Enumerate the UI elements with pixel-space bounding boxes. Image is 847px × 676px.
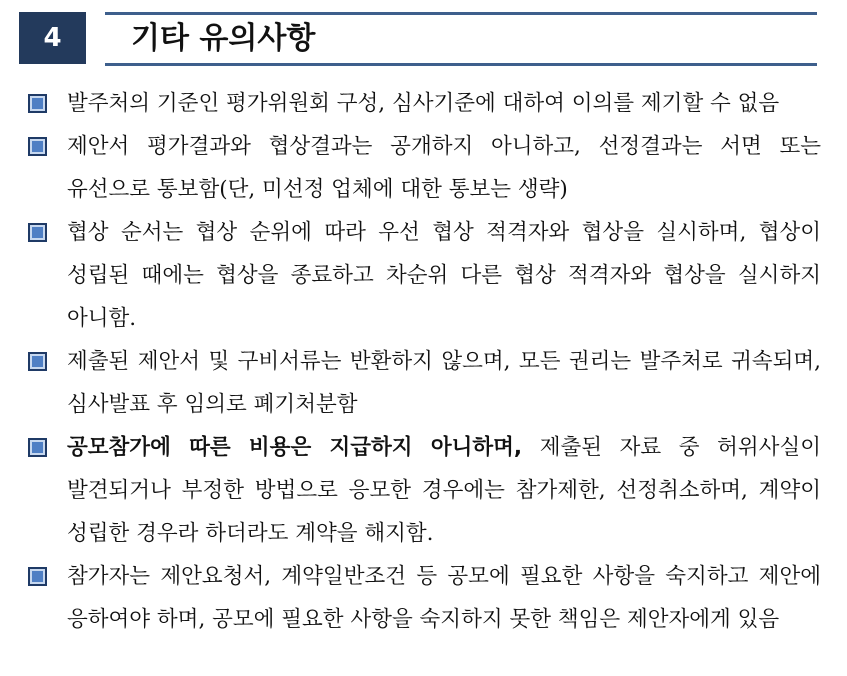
list-item-text — [67, 555, 821, 641]
square-bullet-icon — [28, 94, 47, 113]
square-bullet-icon — [28, 352, 47, 371]
section-number: 4 — [43, 23, 62, 53]
list-item — [0, 426, 821, 555]
list-item-body-text: 제출된 자료 중 허위사실이 발견되거나 부정한 방법으로 응모한 경우에는 참가제한, 선정취소하며, 계약이 성립한 경우라 하더라도 계약을 해지함. — [67, 435, 821, 546]
list-item — [0, 82, 821, 125]
list-item-text — [67, 340, 821, 426]
square-bullet-icon — [28, 137, 47, 156]
square-bullet-icon — [28, 438, 47, 457]
list-item-body-text: 협상 순서는 협상 순위에 따라 우선 협상 적격자와 협상을 실시하며, 협상이 성립된 때에는 협상을 종료하고 차순위 다른 협상 적격자와 협상을 실시하지 아니함. — [67, 220, 821, 331]
list-item-bold-text: 공모참가에 따른 비용은 지급하지 아니하며, — [67, 435, 523, 460]
notice-list — [0, 82, 847, 641]
list-item-text — [67, 82, 821, 125]
list-item-text — [67, 125, 821, 211]
list-item-text — [67, 426, 821, 555]
list-item-body-text: 제안서 평가결과와 협상결과는 공개하지 아니하고, 선정결과는 서면 또는 유선으로 통보함(단, 미선정 업체에 대한 통보는 생략) — [67, 134, 821, 202]
list-item — [0, 340, 821, 426]
list-item — [0, 211, 821, 340]
list-item — [0, 555, 821, 641]
title-rule-bottom — [105, 63, 817, 66]
square-bullet-icon — [28, 223, 47, 242]
title-rule-top — [105, 12, 817, 15]
list-item-body-text: 제출된 제안서 및 구비서류는 반환하지 않으며, 모든 권리는 발주처로 귀속되며, 심사발표 후 임의로 폐기처분함 — [67, 349, 821, 417]
square-bullet-icon — [28, 567, 47, 586]
list-item-text — [67, 211, 821, 340]
section-header — [0, 0, 847, 78]
list-item — [0, 125, 821, 211]
section-number-badge — [19, 12, 86, 64]
list-item-body-text: 참가자는 제안요청서, 계약일반조건 등 공모에 필요한 사항을 숙지하고 제안에 응하여야 하며, 공모에 필요한 사항을 숙지하지 못한 책임은 제안자에게 있음 — [67, 564, 821, 632]
list-item-body-text: 발주처의 기준인 평가위원회 구성, 심사기준에 대하여 이의를 제기할 수 없음 — [67, 91, 780, 116]
section-title: 기타 유의사항 — [131, 21, 316, 56]
